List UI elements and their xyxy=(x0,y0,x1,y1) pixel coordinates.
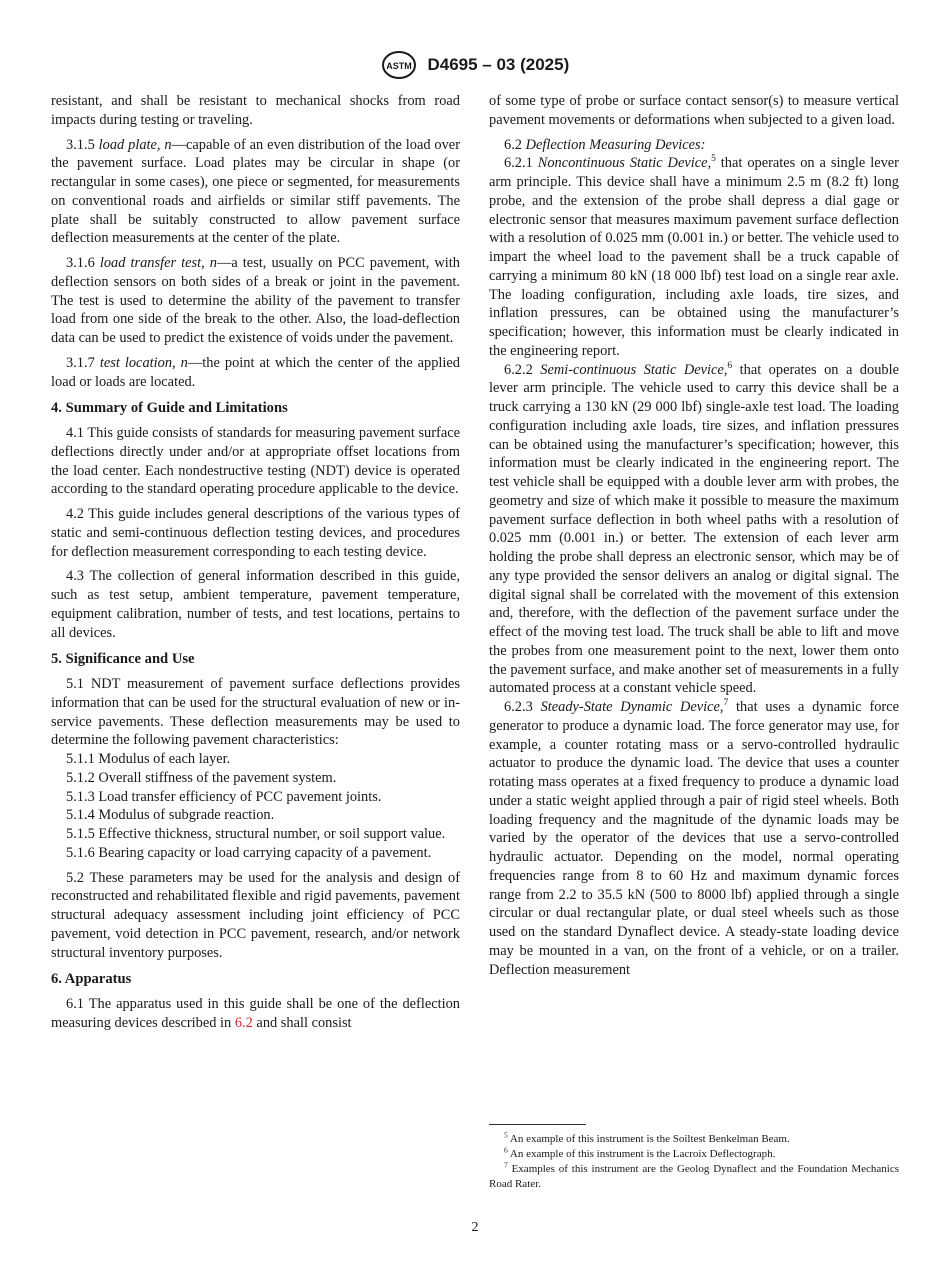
term-noncontinuous-static-device: Noncontinuous Static Device, xyxy=(537,155,712,172)
paragraph-5-1-4: 5.1.4 Modulus of subgrade reaction. xyxy=(66,807,275,824)
term-load-transfer-test: load transfer test, n xyxy=(99,255,217,271)
footnote-6: $^6$ An example of this instrument is the Lacroix Deflectograph. xyxy=(504,1145,776,1160)
paragraph-6-2-2: 6.2.2 Semi-continuous Static Device,$^6$ that operates on a double lever arm principle. The vehicle used to carry this device shall be a truck carrying a 130 kN (29 000 lbf) single-axle test load. The loading configuration including axle loads, tire sizes, and inflation pressures can be obtained using the manufacturer’s specification; however, this information must be clearly indicated in the engineering report. The test vehicle shall be equipped with a double lever arm with probes, the geometry and size of which make it possible to measure the maximum pavement surface deflection in both wheel paths with a resolution of 0.025 mm (0.001 in.) or better. The extension of each lever arm holding the probe shall depress an electronic sensor, which may be of any type provided the sensor delivers an analog or digital signal. The digital signal shall be correlated with the movement of this extension and, therefore, with the deflection of the pavement surface under the effect of the moving test load. The truck shall be able to lift and move the probes from one measurement point to the next, lower them onto the pavement surface, and make another set of measurements in a fully automated process at a constant vehicle speed. xyxy=(489,360,899,697)
paragraph-5-1-6: 5.1.6 Bearing capacity or load carrying capacity of a pavement. xyxy=(66,844,432,861)
footnote-5: $^5$ An example of this instrument is the Soiltest Benkelman Beam. xyxy=(504,1130,790,1145)
term-load-plate: load plate, n xyxy=(98,136,172,153)
paragraph-5-2: 5.2 These parameters may be used for the analysis and design of reconstructed and rehabilitated flexible and rigid pavements, pavement structural adequacy assessment including joint efficiency of PCC pavement, void detection in PCC pavement, research, and/or network structural inventory purposes. xyxy=(51,869,460,961)
page-header xyxy=(0,50,950,80)
term-deflection-measuring-devices: Deflection Measuring Devices: xyxy=(525,136,706,153)
document-title: D4695 – 03 (2025) xyxy=(427,55,570,74)
paragraph-5-1-5: 5.1.5 Effective thickness, structural number, or soil support value. xyxy=(66,826,446,842)
right-column xyxy=(489,92,899,979)
left-column xyxy=(51,92,460,1039)
section-heading-5: 5. Significance and Use xyxy=(51,651,195,668)
section-link-6-2[interactable]: 6.2 xyxy=(234,1014,253,1031)
paragraph-5-1-3: 5.1.3 Load transfer efficiency of PCC pavement joints. xyxy=(66,788,382,805)
footnote-ref-6: 6 xyxy=(727,360,733,371)
term-semi-continuous-static-device: Semi-continuous Static Device, xyxy=(540,361,728,378)
paragraph-6-1: 6.1 The apparatus used in this guide shall be one of the deflection measuring devices described in 6.2 and shall consist xyxy=(51,996,460,1031)
paragraph-6-1-continuation: of some type of probe or surface contact sensor(s) to measure vertical pavement movements or deformations when subjected to a given load. xyxy=(489,93,899,128)
paragraph-6-2: 6.2 Deflection Measuring Devices: xyxy=(504,136,706,153)
footnote-7: $^7$ Examples of this instrument are the Geolog Dynaflect and the Foundation Mechanics Road Rater. xyxy=(489,1160,899,1190)
paragraph-4-2: 4.2 This guide includes general descriptions of the various types of static and semi-continuous deflection testing devices, and procedures for deflection measurement corresponding to each testing device. xyxy=(51,506,460,560)
section-heading-4: 4. Summary of Guide and Limitations xyxy=(51,400,288,417)
paragraph-continuation: resistant, and shall be resistant to mechanical shocks from road impacts during testing or traveling. xyxy=(51,93,460,128)
paragraph-4-1: 4.1 This guide consists of standards for measuring pavement surface deflections directly under and/or at appropriate offset locations from the load center. Each nondestructive testing (NDT) device is operated according to the standard operating procedure applicable to the device. xyxy=(51,425,460,498)
term-test-location: test location, n xyxy=(99,354,188,371)
footnote-ref-7: 7 xyxy=(723,698,729,709)
paragraph-5-1: 5.1 NDT measurement of pavement surface deflections provides information that can be used for the structural evaluation of new or in-service pavements. These deflection measurements may be used to determine the following pavement characteristics: xyxy=(51,676,460,749)
page-number: 2 xyxy=(471,1220,479,1235)
paragraph-3-1-5: 3.1.5 load plate, n—capable of an even distribution of the load over the pavement surface. Load plates may be circular in shape (or rectangular in some cases), one piece or segmented, for measurements on conventional roads and airfields or similar stiff pavements. The plate shall be suitably constructed to allow pavement surface deflection measurements at the center of the plate. xyxy=(51,136,460,247)
astm-logo-icon xyxy=(381,50,417,80)
section-heading-6: 6. Apparatus xyxy=(51,971,132,988)
paragraph-3-1-6: 3.1.6 load transfer test, n—a test, usually on PCC pavement, with deflection sensors on both sides of a break or joint in the pavement. The test is used to determine the ability of the pavement to transfer load from one side of the break to the other. Also, the load-deflection data can be used to predict the existence of voids under the pavement. xyxy=(51,255,460,346)
footnote-ref-5: 5 xyxy=(711,154,716,165)
logo-text: ASTM xyxy=(385,61,412,71)
paragraph-5-1-1: 5.1.1 Modulus of each layer. xyxy=(66,751,231,767)
paragraph-5-1-2: 5.1.2 Overall stiffness of the pavement system. xyxy=(66,769,337,786)
paragraph-3-1-7: 3.1.7 test location, n—the point at which the center of the applied load or loads are located. xyxy=(51,354,460,390)
paragraph-6-2-1: 6.2.1 Noncontinuous Static Device,$^5$ that operates on a single lever arm principle. This device shall have a minimum 2.5 m (8.2 ft) long probe, and the extension of the probe shall depress a dial gage or electronic sensor that measures maximum pavement surface deflection with a resolution of 0.025 mm (0.001 in.) or better. The vehicle used to impart the wheel load to the pavement shall be a truck capable of carrying a minimum 80 kN (18 000 lbf) test load on a single rear axle. The loading configuration, including axle loads, tire sizes, and inflation pressures, can be obtained using the manufacturer’s specification; however, this information must be clearly indicated in the engineering report. xyxy=(489,154,899,359)
term-steady-state-dynamic-device: Steady-State Dynamic Device, xyxy=(540,699,724,715)
paragraph-6-2-3: 6.2.3 Steady-State Dynamic Device,$^7$ that uses a dynamic force generator to produce a dynamic load. The force generator may use, for example, a counter rotating mass or a servo-controlled hydraulic actuator to produce the dynamic load. The device that uses a counter rotating mass operates at a fixed frequency to produce a dynamic load under a static weight applied through a pair of rigid steel wheels. Both loading frequency and the magnitude of the dynamic loads may be varied by the operator of the devices that use a servo-controlled hydraulic actuator. Depending on the model, normal operating frequencies range from 8 to 60 Hz and maximum dynamic forces range from 2.2 to 35.5 kN (500 to 8000 lbf) applied through a single circular or dual rectangular plate, or dual steel wheels such as those used on the standard Dynaflect device. A steady-state loading device may be mounted in a van, on the front of a vehicle, or on a trailer. Deflection measurement xyxy=(489,698,899,978)
footnote-divider xyxy=(489,1124,586,1125)
paragraph-4-3: 4.3 The collection of general information described in this guide, such as test setup, ambient temperature, pavement temperature, equipment calibration, number of tests, and test locations, pertains to all devices. xyxy=(51,568,460,641)
footnotes xyxy=(489,1132,899,1192)
